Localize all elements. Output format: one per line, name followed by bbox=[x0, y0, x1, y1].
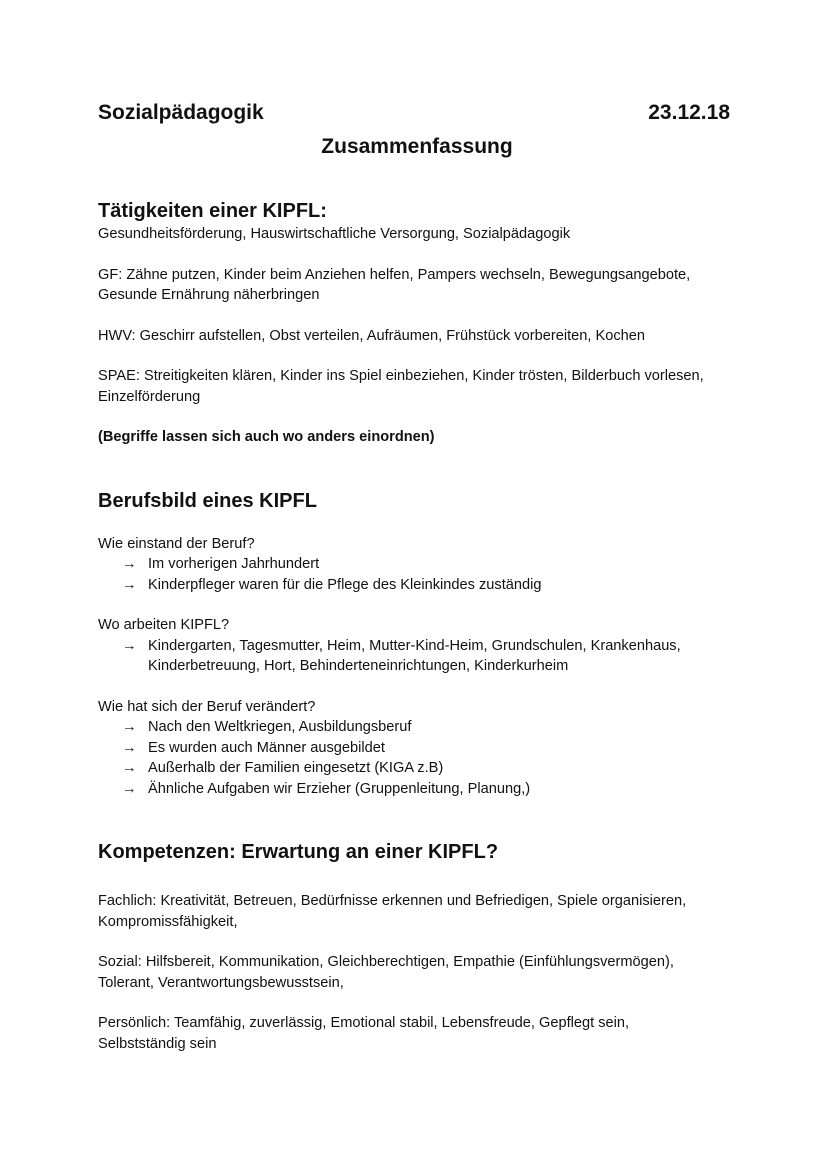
document-subtitle: Zusammenfassung bbox=[321, 135, 513, 158]
section-heading-kompetenzen: Kompetenzen: Erwartung an einer KIPFL? bbox=[98, 841, 499, 863]
changes-list bbox=[98, 717, 730, 799]
origin-list bbox=[98, 554, 730, 595]
section-heading-berufsbild: Berufsbild eines KIPFL bbox=[98, 489, 317, 512]
taetigkeiten-intro: Gesundheitsförderung, Hauswirtschaftliche Versorgung, Sozialpädagogik bbox=[98, 226, 571, 242]
spae-line-1: SPAE: Streitigkeiten klären, Kinder ins Spiel einbeziehen, Kinder trösten, Bilderbuch vorlesen, bbox=[98, 368, 704, 384]
list-item: → Kinderpfleger waren für die Pflege des Kleinkindes zuständig bbox=[98, 575, 730, 596]
arrow-icon: → bbox=[122, 576, 137, 593]
list-item: → Nach den Weltkriegen, Ausbildungsberuf bbox=[98, 717, 730, 738]
arrow-icon: → bbox=[122, 780, 137, 797]
list-item: → Es wurden auch Männer ausgebildet bbox=[98, 738, 730, 759]
arrow-icon: → bbox=[122, 739, 137, 756]
sozial-line-2: Tolerant, Verantwortungsbewusstsein, bbox=[98, 974, 344, 991]
workplaces-list bbox=[98, 636, 730, 677]
fachlich-line-1: Fachlich: Kreativität, Betreuen, Bedürfnisse erkennen und Befriedigen, Spiele organisieren, bbox=[98, 893, 687, 909]
gf-line-1: GF: Zähne putzen, Kinder beim Anziehen helfen, Pampers wechseln, Bewegungsangebote, bbox=[98, 266, 691, 283]
arrow-icon: → bbox=[122, 719, 137, 735]
list-item: → Im vorherigen Jahrhundert bbox=[98, 554, 730, 575]
gf-line-2: Gesunde Ernährung näherbringen bbox=[98, 287, 320, 303]
categorization-note: (Begriffe lassen sich auch wo anders einordnen) bbox=[98, 429, 435, 445]
document-page bbox=[98, 96, 730, 1054]
spae-line-2: Einzelförderung bbox=[98, 388, 201, 405]
list-item: → Ähnliche Aufgaben wir Erzieher (Gruppenleitung, Planung,) bbox=[98, 779, 730, 800]
arrow-icon: → bbox=[122, 637, 137, 654]
persoenlich-line-2: Selbstständig sein bbox=[98, 1035, 217, 1052]
arrow-icon: → bbox=[122, 556, 137, 572]
section-heading-taetigkeiten: Tätigkeiten einer KIPFL: bbox=[98, 200, 327, 222]
document-header bbox=[98, 96, 730, 130]
list-item: → Kindergarten, Tagesmutter, Heim, Mutter-Kind-Heim, Grundschulen, Krankenhaus, bbox=[98, 636, 730, 657]
question-changes: Wie hat sich der Beruf verändert? bbox=[98, 698, 316, 715]
list-item-continuation: Kinderbetreuung, Hort, Behinderteneinrichtungen, Kinderkurheim bbox=[148, 658, 569, 674]
hwv-line: HWV: Geschirr aufstellen, Obst verteilen, Aufräumen, Frühstück vorbereiten, Kochen bbox=[98, 327, 645, 344]
sozial-line-1: Sozial: Hilfsbereit, Kommunikation, Gleichberechtigen, Empathie (Einfühlungsvermögen), bbox=[98, 954, 674, 970]
document-date: 23.12.18 bbox=[648, 101, 730, 124]
persoenlich-line-1: Persönlich: Teamfähig, zuverlässig, Emotional stabil, Lebensfreude, Gepflegt sein, bbox=[98, 1015, 630, 1031]
arrow-icon: → bbox=[122, 760, 137, 776]
question-workplaces: Wo arbeiten KIPFL? bbox=[98, 617, 230, 633]
subject-title: Sozialpädagogik bbox=[98, 101, 264, 124]
fachlich-line-2: Kompromissfähigkeit, bbox=[98, 913, 238, 930]
question-origin: Wie einstand der Beruf? bbox=[98, 535, 255, 552]
list-item: → Außerhalb der Familien eingesetzt (KIGA z.B) bbox=[98, 758, 730, 779]
